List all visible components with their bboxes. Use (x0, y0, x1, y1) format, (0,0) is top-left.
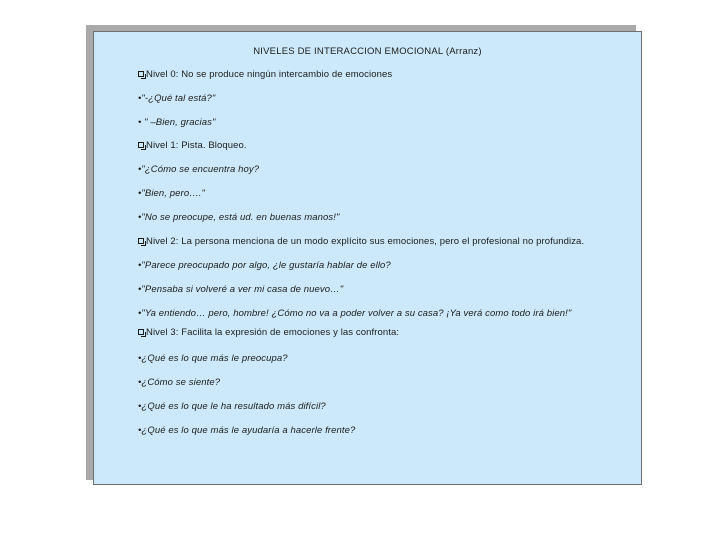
dialogue-line: •"Ya entiendo… pero, hombre! ¿Cómo no va a poder volver a su casa? ¡Ya verá como todo irá bien!" (138, 308, 572, 319)
question-line: •¿Qué es lo que más le ayudaría a hacerle frente? (138, 425, 356, 436)
content-box (93, 31, 642, 485)
level-0-text: Nivel 0: No se produce ningún intercambio de emociones (146, 69, 393, 80)
checkbox-bullet-icon (138, 238, 144, 244)
level-2-text: Nivel 2: La persona menciona de un modo explícito sus emociones, pero el profesional no profundiza. (146, 236, 585, 247)
dialogue-line: • " –Bien, gracias" (138, 117, 216, 128)
level-3-item (138, 327, 399, 338)
dialogue-line: •"¿Cómo se encuentra hoy? (138, 164, 260, 175)
level-1-text: Nivel 1: Pista. Bloqueo. (146, 140, 247, 151)
question-line: •¿Qué es lo que le ha resultado más difícil? (138, 401, 326, 412)
checkbox-bullet-icon (138, 142, 144, 148)
dialogue-line: •"No se preocupe, está ud. en buenas manos!" (138, 212, 340, 223)
level-0-item (138, 69, 392, 80)
dialogue-line: •"Bien, pero…." (138, 188, 206, 199)
level-3-text: Nivel 3: Facilita la expresión de emociones y las confronta: (146, 327, 400, 338)
dialogue-line: •"-¿Qué tal está?" (138, 93, 216, 104)
slide-title: NIVELES DE INTERACCION EMOCIONAL (Arranz) (253, 46, 482, 57)
checkbox-bullet-icon (138, 71, 144, 77)
question-line: •¿Cómo se siente? (138, 377, 221, 388)
dialogue-line: •"Parece preocupado por algo, ¿le gustaría hablar de ello? (138, 260, 391, 271)
level-1-item (138, 140, 247, 151)
level-2-item (138, 236, 584, 247)
checkbox-bullet-icon (138, 329, 144, 335)
question-line: •¿Qué es lo que más le preocupa? (138, 353, 288, 364)
dialogue-line: •"Pensaba si volveré a ver mi casa de nuevo…" (138, 284, 344, 295)
